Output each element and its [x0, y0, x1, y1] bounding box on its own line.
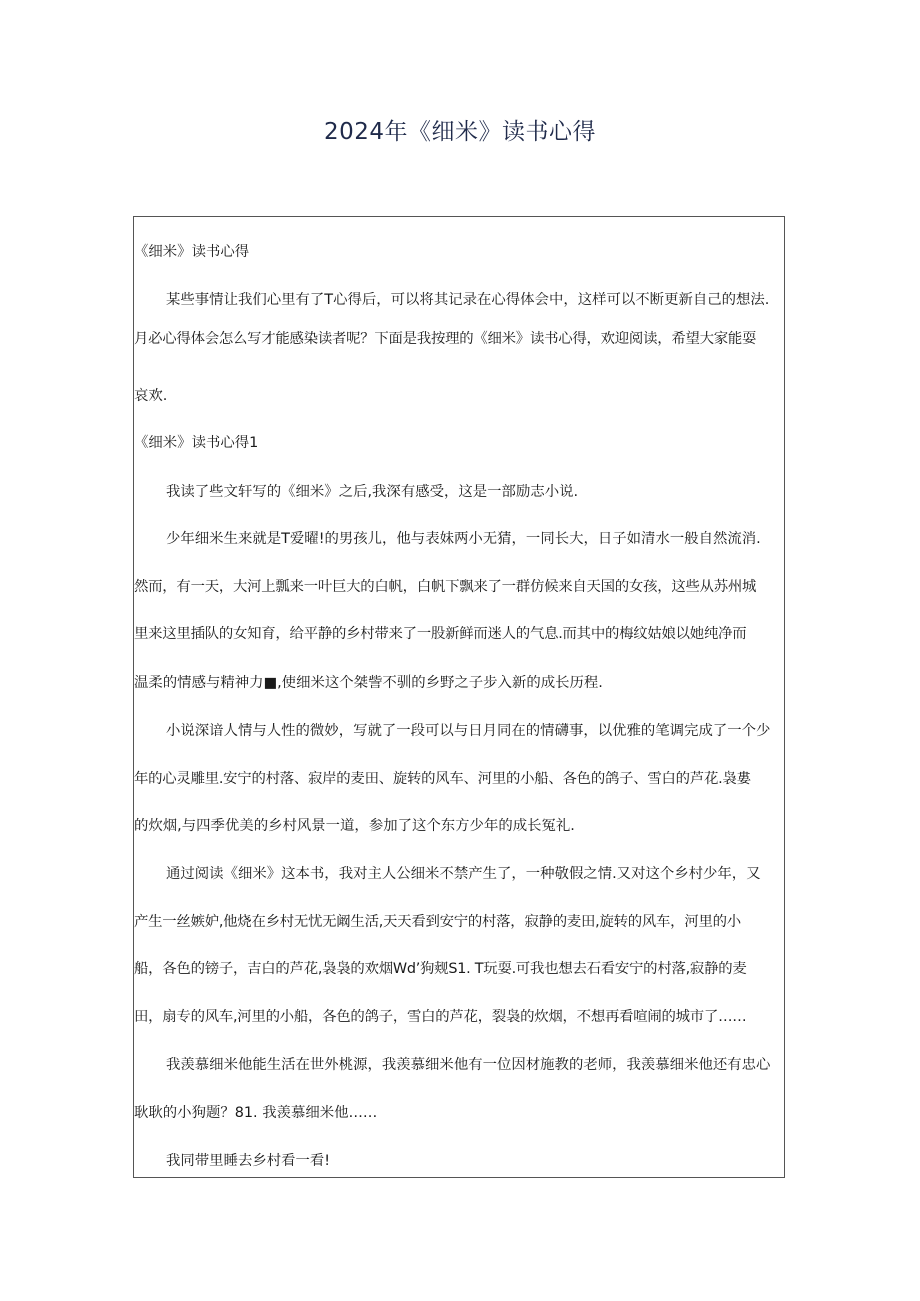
- paragraph-line: 我同带里睡去乡村看一看!: [166, 1153, 331, 1169]
- section-heading: 《细米》读书心得1: [134, 435, 259, 451]
- paragraph-line: 小说深谙人情与人性的微妙，写就了一段可以与日月同在的情礴事，以优雅的笔调完成了一个少: [166, 723, 771, 739]
- paragraph-line: 某些事情让我们心里有了T心得后，可以将其记录在心得体会中，这样可以不断更新自己的想法.: [166, 292, 770, 308]
- paragraph-line: 少年细米生来就是T爱曜!的男孩儿，他与表妹两小无猜，一同长大，日子如清水一般自然流消.: [166, 531, 761, 547]
- paragraph-line: 田，扇专的风车,河里的小船，各色的鸽子，雪白的芦花，裂袅的炊烟，不想再看喧闹的城市了……: [134, 1009, 747, 1025]
- paragraph-line: 的炊烟,与四季优美的乡村风景一道，参加了这个东方少年的成长冤礼.: [134, 818, 575, 834]
- page-title: 2024年《细米》读书心得: [323, 119, 597, 145]
- paragraph-line: 哀欢.: [134, 388, 168, 404]
- paragraph-line: 我羡慕细米他能生活在世外桃源，我羡慕细米他有一位因材施教的老师，我羡慕细米他还有忠心: [166, 1057, 771, 1073]
- section-heading: 《细米》读书心得: [134, 244, 250, 260]
- paragraph-line: 耿耿的小狗题？81. 我羡慕细米他……: [134, 1105, 378, 1121]
- paragraph-line: 然而，有一天，大河上瓢来一叶巨大的白帆，白帆下飘来了一群仿候来自天国的女孩，这些从苏州城: [134, 579, 757, 595]
- paragraph-line: 我读了些文轩写的《细米》之后,我深有感受，这是一部励志小说.: [166, 484, 579, 500]
- paragraph-line: 温柔的情感与精神力■,使细米这个桀訾不驯的乡野之子步入新的成长历程.: [134, 675, 603, 691]
- paragraph-line: 月必心得体会怎么写才能感染读者呢？下面是我按理的《细米》读书心得，欢迎阅读，希望大家能耍: [134, 331, 757, 347]
- paragraph-line: 船，各色的镑子，吉白的芦花,袅袅的欢烟Wd’狗觌S1. T玩耍.可我也想去石看安宁的村落,寂静的麦: [134, 961, 747, 977]
- paragraph-line: 产生一丝嫉妒,他烧在乡村无忧无阚生活,天天看到安宁的村落，寂静的麦田,旋转的风车，河里的小: [134, 914, 741, 930]
- paragraph-line: 里来这里插队的女知育，给平静的乡村带来了一股新鲜而迷人的气息.而其中的梅纹姑娘以她纯净而: [134, 626, 747, 642]
- paragraph-line: 通过阅读《细米》这本书，我对主人公细米不禁产生了，一种敬假之情.又对这个乡村少年，又: [166, 866, 761, 882]
- paragraph-line: 年的心灵雕里.安宁的村落、寂岸的麦田、旋转的风车、河里的小船、各色的鸽子、雪白的芦花.袅婁: [134, 771, 751, 787]
- content-box: [133, 216, 785, 1178]
